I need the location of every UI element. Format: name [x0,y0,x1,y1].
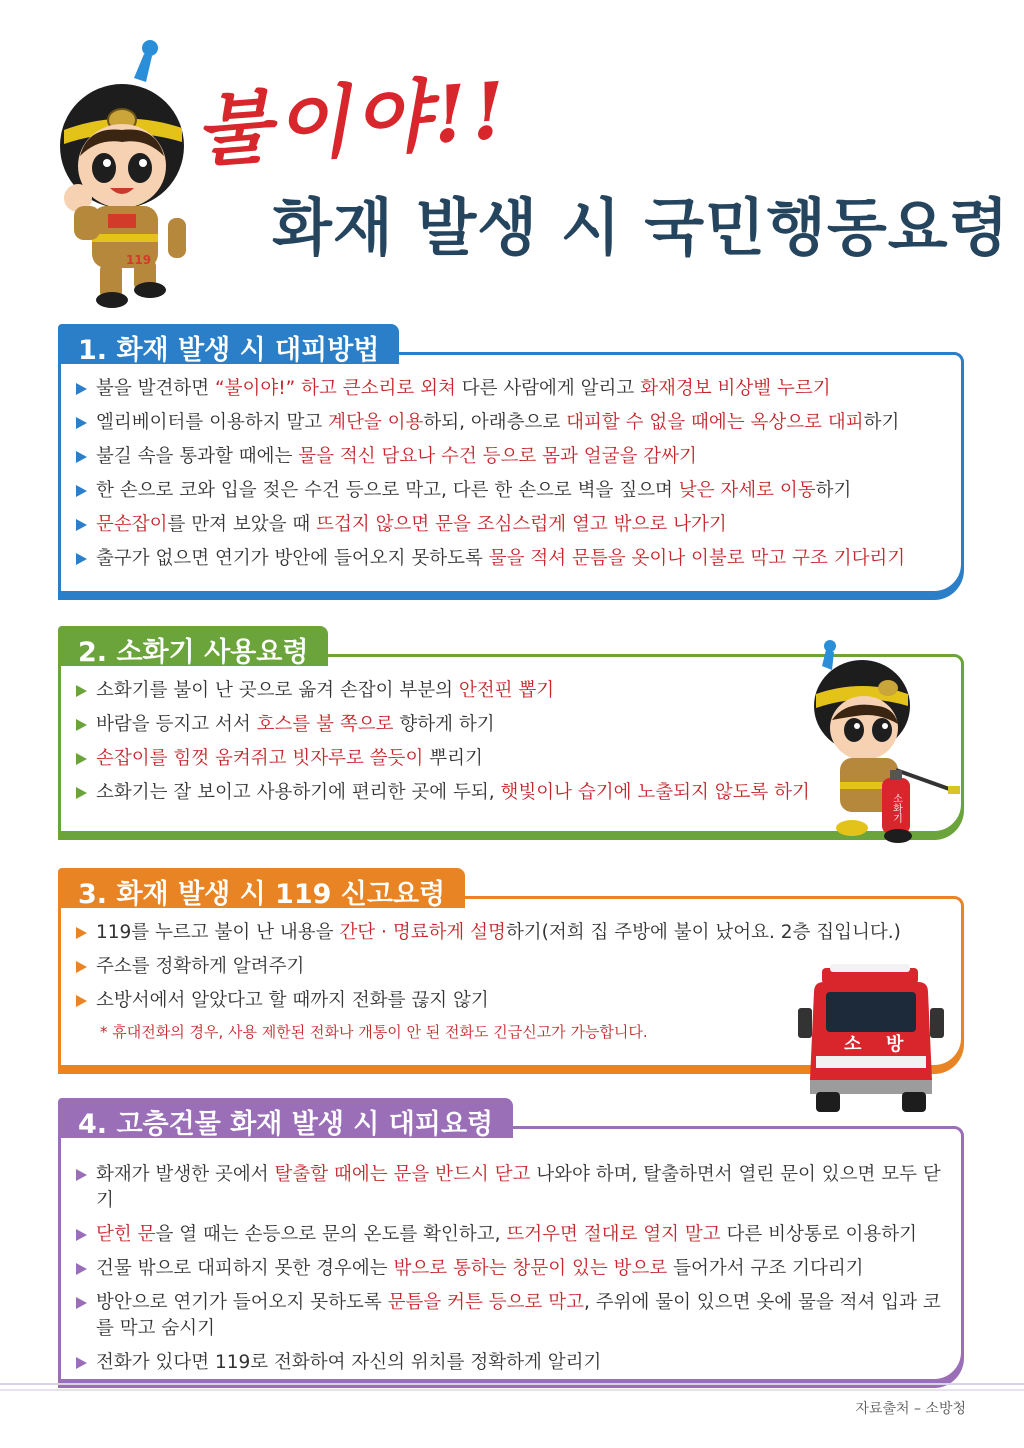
list-item [76,508,905,542]
highlight-text: 간단 · 명료하게 설명 [339,922,506,943]
highlight-text: 뜨겁지 않으면 문을 조심스럽게 열고 밖으로 나가기 [316,514,727,535]
list-item [76,708,810,742]
item-text: 다른 비상통로 이용하기 [720,1224,917,1245]
list-item [76,1158,946,1218]
mascot-badge: 119 [126,253,152,267]
truck-label-left: 소 [844,1034,862,1055]
item-text: 전화가 있다면 119로 전화하여 자신의 위치를 정확하게 알리기 [96,1352,602,1373]
highlight-text: “불이야!” 하고 큰소리로 외쳐 [215,378,456,399]
list-item [76,372,905,406]
item-text: 하기 [863,412,900,433]
shout-headline: 불이야!! [192,65,513,178]
list-item [76,674,810,708]
item-text: 119를 누르고 불이 난 내용을 [96,922,340,943]
highlight-text: 문손잡이 [96,514,168,535]
list-item [76,440,905,474]
item-text: 한 손으로 코와 입을 젖은 수건 등으로 막고, 다른 한 손으로 벽을 짚으며 [96,480,679,501]
item-text: 들어가서 구조 기다리기 [667,1258,864,1279]
item-text: 를 만져 보았을 때 [167,514,317,535]
highlight-text: 대피할 수 없을 때에는 옥상으로 대피 [566,412,864,433]
highlight-text: 밖으로 통하는 창문이 있는 방으로 [393,1258,668,1279]
item-text: 엘리베이터를 이용하지 말고 [96,412,329,433]
truck-label-right: 방 [886,1034,904,1055]
item-text: 주소를 정확하게 알려주기 [96,956,305,977]
list-item [76,1346,946,1380]
list-item [76,474,905,508]
section-title: 3. 화재 발생 시 119 신고요령 [58,868,465,908]
item-text: 방안으로 연기가 들어오지 못하도록 [96,1292,388,1313]
item-text: 바람을 등지고 서서 [96,714,257,735]
section-title: 1. 화재 발생 시 대피방법 [58,324,399,364]
item-text: 을 열 때는 손등으로 문의 온도를 확인하고, [155,1224,507,1245]
item-list [76,1158,946,1380]
item-text: 화재가 발생한 곳에서 [96,1164,275,1185]
section-title: 2. 소화기 사용요령 [58,626,328,666]
item-list [76,916,901,1018]
list-item [76,950,901,984]
item-list [76,372,905,576]
highlight-text: 문틈을 커튼 등으로 막고 [387,1292,584,1313]
section-title: 4. 고층건물 화재 발생 시 대피요령 [58,1098,513,1138]
item-text: 향하게 하기 [393,714,495,735]
item-text: 소화기를 불이 난 곳으로 옮겨 손잡이 부분의 [96,680,459,701]
highlight-text: 물을 적신 담요나 수건 등으로 몸과 얼굴을 감싸기 [298,446,697,467]
list-item [76,1218,946,1252]
list-item [76,1286,946,1346]
highlight-text: 뜨거우면 절대로 열지 말고 [506,1224,721,1245]
header [0,0,1024,320]
highlight-text: 햇빛이나 습기에 노출되지 않도록 하기 [500,782,810,803]
item-text: 소방서에서 알았다고 할 때까지 전화를 끊지 않기 [96,990,489,1011]
bottom-divider [0,1383,1024,1391]
item-text: 뿌리기 [423,748,483,769]
item-text: 하기 [815,480,852,501]
extinguisher-mascot-icon [806,638,962,844]
item-text: 소화기는 잘 보이고 사용하기에 편리한 곳에 두되, [96,782,501,803]
highlight-text: 닫힌 문 [96,1224,156,1245]
item-text: , 주위에 물이 있으면 옷에 물을 적셔 입과 코를 막고 숨시기 [96,1292,941,1339]
item-text: 건물 밖으로 대피하지 못한 경우에는 [96,1258,394,1279]
emergency-note: * 휴대전화의 경우, 사용 제한된 전화나 개통이 안 된 전화도 긴급신고가 가능합니다. [100,1023,648,1041]
item-text: 하되, 아래층으로 [423,412,567,433]
list-item [76,1252,946,1286]
highlight-text: 호스를 불 쪽으로 [256,714,394,735]
list-item [76,776,810,810]
list-item [76,406,905,440]
list-item [76,742,810,776]
section-highrise [58,1098,964,1382]
item-text: 다른 사람에게 알리고 [455,378,641,399]
highlight-text: 손잡이를 힘껏 움켜쥐고 빗자루로 쓸듯이 [96,748,424,769]
item-text: 불을 발견하면 [96,378,215,399]
item-list [76,674,810,810]
page-title: 화재 발생 시 국민행동요령 [272,191,1010,264]
item-text: 출구가 없으면 연기가 방안에 들어오지 못하도록 [96,548,489,569]
list-item [76,984,901,1018]
firefighter-mascot-icon [52,38,212,310]
highlight-text: 계단을 이용 [328,412,424,433]
item-text: 불길 속을 통과할 때에는 [96,446,299,467]
highlight-text: 화재경보 비상벨 누르기 [640,378,831,399]
item-text: 나와야 하며, 탈출하면서 열린 문이 있으면 모두 닫기 [96,1164,941,1211]
extinguisher-label: 소화기 [890,793,902,823]
highlight-text: 낮은 자세로 이동 [678,480,816,501]
source-credit: 자료출처 – 소방청 [855,1401,966,1417]
item-text: 하기(저희 집 주방에 불이 났어요. 2층 집입니다.) [505,922,901,943]
highlight-text: 탈출할 때에는 문을 반드시 닫고 [274,1164,531,1185]
list-item [76,916,901,950]
section-evacuation [58,324,964,594]
list-item [76,542,905,576]
fire-truck-icon [796,962,946,1114]
highlight-text: 물을 적셔 문틈을 옷이나 이불로 막고 구조 기다리기 [488,548,906,569]
highlight-text: 안전핀 뽑기 [458,680,555,701]
